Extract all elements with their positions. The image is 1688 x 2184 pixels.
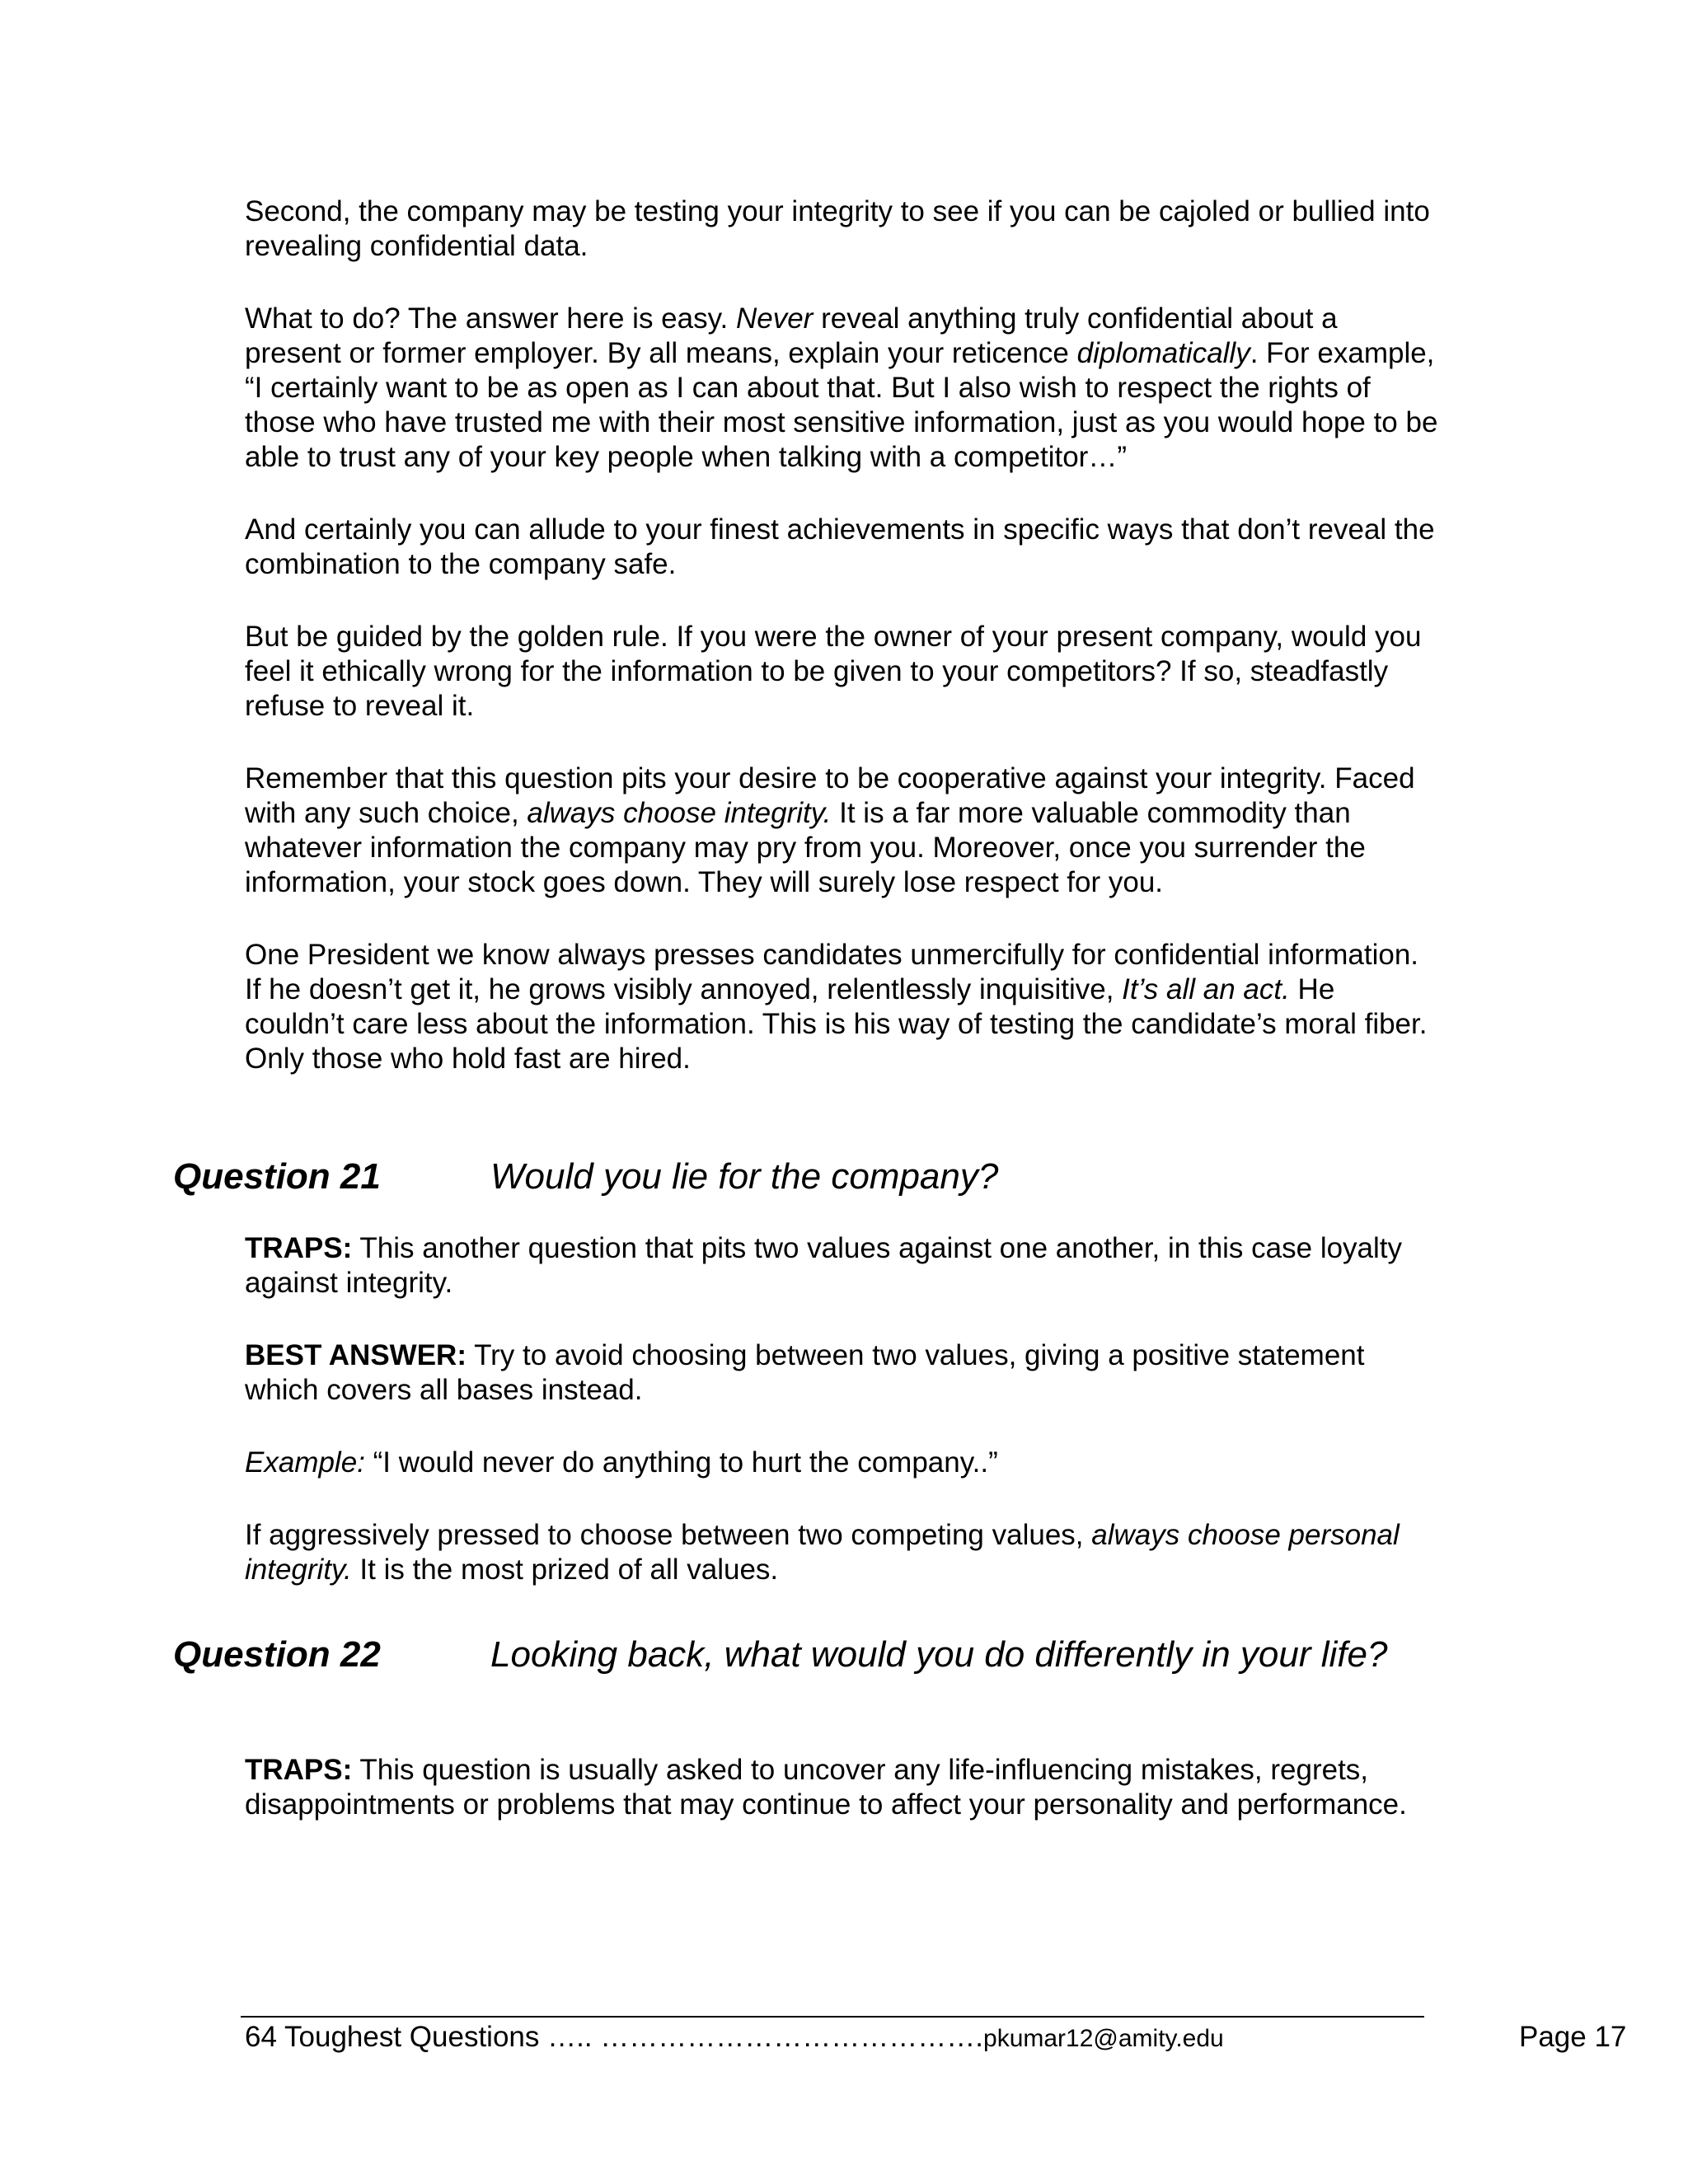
text-run: What to do? The answer here is easy. xyxy=(245,302,736,335)
paragraph-what-to-do xyxy=(245,302,1440,475)
text-run: If aggressively pressed to choose between two competing values, xyxy=(245,1519,1092,1551)
paragraph-traps xyxy=(245,1753,1440,1822)
emphasis-diplomatically: diplomatically xyxy=(1076,337,1250,369)
question-title: Would you lie for the company? xyxy=(490,1156,999,1197)
question-number: Question 22 xyxy=(173,1634,381,1675)
paragraph-choose-integrity xyxy=(245,762,1440,900)
text-run: Remember that this question pits your desire to be cooperative against your integrity. Faced with any such choice, xyxy=(245,762,1415,829)
text-run: This another question that pits two values against one another, in this case loyalty against integrity. xyxy=(245,1232,1403,1299)
traps-label: TRAPS: xyxy=(245,1754,353,1786)
text-run: reveal anything truly confidential about a present or former employer. By all means, explain your reticence xyxy=(245,302,1338,369)
question-22-body xyxy=(245,1753,1440,1860)
footer-title: 64 Toughest Questions ….. …………………………………. xyxy=(245,2021,984,2053)
traps-label: TRAPS: xyxy=(245,1232,353,1264)
paragraph-traps xyxy=(245,1231,1440,1301)
example-label: Example: xyxy=(245,1446,365,1479)
intro-section xyxy=(245,194,1440,1114)
paragraph-achievements: And certainly you can allude to your finest achievements in specific ways that don’t reveal the combination to the company safe. xyxy=(245,513,1435,580)
footer-email: pkumar12@amity.edu xyxy=(983,2025,1224,2052)
emphasis-always-choose-integrity: always choose integrity. xyxy=(527,797,832,829)
paragraph-example xyxy=(245,1446,1440,1480)
text-run: This question is usually asked to uncover any life-influencing mistakes, regrets, disappointments or problems that may continue to affect your personality and performance. xyxy=(245,1754,1407,1821)
paragraph-golden-rule: But be guided by the golden rule. If you were the owner of your present company, would you feel it ethically wrong for the information to be given to your competitors? If so, steadfastly refuse to reveal it. xyxy=(245,621,1422,722)
text-run: It is the most prized of all values. xyxy=(351,1554,779,1586)
footer-divider xyxy=(241,2016,1424,2018)
text-run: One President we know always presses candidates unmercifully for confidential information. If he doesn’t get it, he grows visibly annoyed, relentlessly inquisitive, xyxy=(245,939,1419,1005)
text-run: . For example, “I certainly want to be as open as I can about that. But I also wish to respect the rights of those who have trusted me with their most sensitive information, just as you would hope to be able to trust any of your key people when talking with a competitor…” xyxy=(245,337,1438,473)
text-run: He couldn’t care less about the information. This is his way of testing the candidate’s moral fiber. Only those who hold fast are hired. xyxy=(245,973,1428,1075)
paragraph-president xyxy=(245,938,1440,1076)
text-run: “I would never do anything to hurt the company..” xyxy=(364,1446,998,1479)
emphasis-its-all-an-act: It’s all an act. xyxy=(1122,973,1290,1005)
page-number: Page 17 xyxy=(1519,2021,1627,2053)
question-21-body xyxy=(245,1231,1440,1625)
question-number: Question 21 xyxy=(173,1156,381,1197)
paragraph-pressed xyxy=(245,1518,1440,1587)
paragraph-best-answer xyxy=(245,1338,1440,1408)
question-title: Looking back, what would you do differently in your life? xyxy=(490,1634,1388,1675)
text-run: It is a far more valuable commodity than whatever information the company may pry from you. Moreover, once you surrender the information, your stock goes down. They will surely lose respect for you. xyxy=(245,797,1366,898)
paragraph-integrity-test: Second, the company may be testing your integrity to see if you can be cajoled or bullied into revealing confidential data. xyxy=(245,195,1430,262)
text-run: Try to avoid choosing between two values, giving a positive statement which covers all bases instead. xyxy=(245,1339,1365,1406)
emphasis-personal-integrity: always choose personal integrity. xyxy=(245,1519,1400,1586)
best-answer-label: BEST ANSWER: xyxy=(245,1339,467,1371)
emphasis-never: Never xyxy=(735,302,814,335)
footer-left xyxy=(245,2021,1224,2054)
